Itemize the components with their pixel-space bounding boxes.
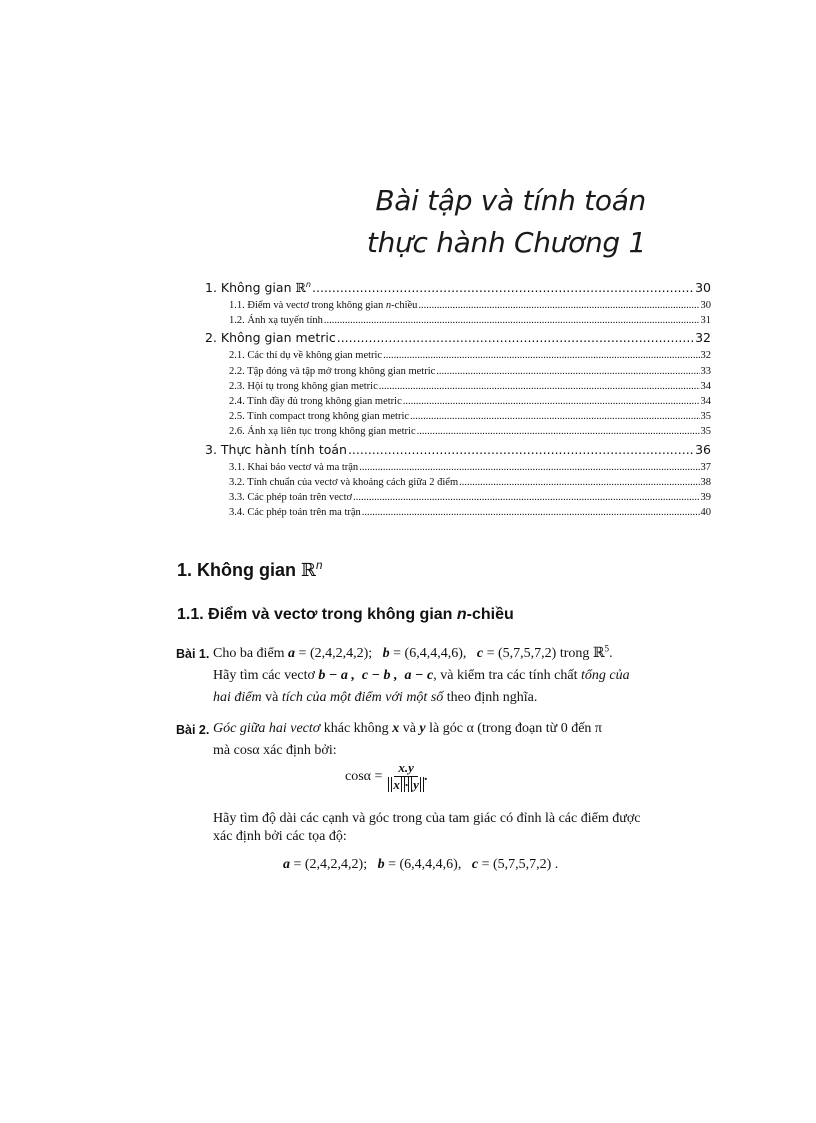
vector-c-minus-b: c − b , <box>361 668 398 683</box>
exercise-label: Bài 2. <box>176 723 210 737</box>
exercise-line <box>283 854 558 876</box>
italic-text: Góc giữa hai vectơ <box>213 721 321 736</box>
toc-page-number: 35 <box>700 426 711 438</box>
cosine-formula <box>345 760 427 793</box>
toc-section-1[interactable] <box>205 278 711 298</box>
real-space-symbol: ℝ <box>592 645 605 661</box>
toc-item-label: 3.4. Các phép toán trên ma trận <box>229 507 361 519</box>
leader-dots <box>417 424 700 439</box>
formula-lhs: cosα = <box>345 768 383 784</box>
exercise-line: xác định bởi các tọa độ: <box>213 829 347 844</box>
text: là góc <box>425 721 467 736</box>
toc-item-3-2[interactable] <box>229 475 711 490</box>
toc-item-3-3[interactable] <box>229 490 711 505</box>
cos-alpha: cosα <box>233 743 260 758</box>
formula-numerator: x.y <box>394 760 418 777</box>
exercise-2-points <box>283 854 558 876</box>
toc-item-label: 2.2. Tập đóng và tập mở trong không gian metric <box>229 365 436 377</box>
var-b: b <box>377 857 385 872</box>
value-b: = (6,4,4,4,6), <box>389 646 467 661</box>
toc-item-label: 2.3. Hội tụ trong không gian metric <box>229 380 378 392</box>
toc-item-label: 3.1. Khai báo vectơ và ma trận <box>229 461 359 473</box>
toc-page-number: 32 <box>700 350 711 362</box>
toc-page-number: 30 <box>695 280 711 295</box>
leader-dots <box>418 298 699 313</box>
italic-text: tích của một điểm với một số <box>281 690 444 705</box>
exercise-line <box>213 687 643 709</box>
leader-dots <box>403 394 700 409</box>
toc-item-label: 1.1. Điểm và vectơ trong không gian <box>229 300 386 311</box>
exercise-label: Bài 1. <box>176 647 210 661</box>
toc-page-number: 33 <box>700 365 711 377</box>
toc-item-label-italic: n <box>385 300 392 311</box>
leader-dots <box>410 409 699 424</box>
norm-x: x <box>393 777 400 792</box>
value-a: = (2,4,2,4,2); <box>295 646 373 661</box>
table-of-contents <box>205 278 711 520</box>
toc-page-number: 38 <box>700 476 711 488</box>
leader-dots <box>348 440 694 460</box>
norm-y: y <box>413 777 419 792</box>
formula-fraction <box>388 760 424 793</box>
leader-dots <box>312 278 694 298</box>
section-1-1-heading-n: n <box>456 606 467 623</box>
text: xác định bởi: <box>259 743 337 758</box>
exercise-body <box>213 718 643 762</box>
exercise-line: Hãy tìm độ dài các cạnh và góc trong của tam giác có đỉnh là các điểm được <box>213 811 641 826</box>
toc-section-label: 3. Thực hành tính toán <box>205 441 347 457</box>
var-c: c <box>476 646 484 661</box>
space-dimension-superscript: n <box>315 559 323 572</box>
var-b: b <box>382 646 390 661</box>
var-a: a <box>283 857 290 872</box>
leader-dots <box>353 490 699 505</box>
italic-text: tổng của <box>580 668 630 683</box>
toc-page-number: 35 <box>700 411 711 423</box>
section-1-1-heading-b: -chiều <box>466 606 514 623</box>
leader-dots <box>337 328 694 348</box>
toc-page-number: 37 <box>700 461 711 473</box>
text: (trong đoạn từ 0 đến <box>473 721 595 736</box>
toc-item-2-4[interactable] <box>229 394 711 409</box>
text: và <box>261 690 282 705</box>
toc-page-number: 39 <box>700 491 711 503</box>
toc-item-2-5[interactable] <box>229 409 711 424</box>
toc-item-label: 2.1. Các thí dụ về không gian metric <box>229 350 383 362</box>
exercise-line <box>213 718 643 740</box>
dot-symbol: · <box>404 777 409 792</box>
space-dimension-superscript: 5 <box>604 643 610 654</box>
var-c: c <box>471 857 479 872</box>
alpha-symbol: α <box>466 721 474 736</box>
toc-item-3-4[interactable] <box>229 505 711 520</box>
var-x: x <box>392 721 400 736</box>
toc-item-label: 2.5. Tính compact trong không gian metric <box>229 411 410 423</box>
exercise-body <box>213 808 643 848</box>
var-a: a <box>288 646 296 661</box>
section-1-heading-text: 1. Không gian <box>177 560 301 580</box>
toc-section-label: 1. Không gian <box>205 280 296 295</box>
toc-page-number: 31 <box>700 315 711 327</box>
toc-section-2[interactable] <box>205 328 711 348</box>
toc-item-2-6[interactable] <box>229 424 711 439</box>
var-y: y <box>419 721 426 736</box>
toc-page-number: 34 <box>700 380 711 392</box>
value-c: = (5,7,5,7,2) <box>483 646 557 661</box>
toc-item-1-2[interactable] <box>229 313 711 328</box>
leader-dots <box>379 379 700 394</box>
text: trong <box>556 646 593 661</box>
exercise-line <box>213 665 643 687</box>
toc-item-label: 3.3. Các phép toán trên vectơ <box>229 491 353 503</box>
value-a: = (2,4,2,4,2); <box>290 857 368 872</box>
toc-item-label: 2.6. Ánh xạ liên tục trong không gian metric <box>229 426 416 438</box>
section-1-1-heading-a: 1.1. Điểm và vectơ trong không gian <box>177 606 457 623</box>
toc-item-2-1[interactable] <box>229 348 711 363</box>
toc-section-label: 2. Không gian metric <box>205 330 336 346</box>
toc-page-number: 34 <box>700 395 711 407</box>
chapter-title <box>367 180 646 264</box>
real-space-symbol: ℝ <box>301 560 316 581</box>
toc-item-2-2[interactable] <box>229 364 711 379</box>
text: Hãy tìm các vectơ <box>213 668 319 683</box>
value-c: = (5,7,5,7,2) . <box>478 857 559 872</box>
pi-symbol: π <box>594 721 602 736</box>
italic-text: hai điểm <box>213 690 262 705</box>
exercise-line <box>213 642 643 665</box>
toc-item-3-1[interactable] <box>229 460 711 475</box>
leader-dots <box>324 313 700 328</box>
leader-dots <box>359 460 699 475</box>
chapter-title-line-2: thực hành Chương 1 <box>366 226 646 259</box>
toc-page-number: 36 <box>695 441 711 457</box>
leader-dots <box>362 505 700 520</box>
leader-dots <box>459 475 699 490</box>
text: , và kiểm tra các tính chất <box>433 668 581 683</box>
leader-dots <box>436 364 699 379</box>
formula-end: . <box>423 768 428 784</box>
toc-page-number: 40 <box>700 507 711 519</box>
exercise-body <box>213 642 643 709</box>
text: khác không <box>320 721 393 736</box>
leader-dots <box>383 348 699 363</box>
toc-page-number: 32 <box>695 330 711 346</box>
value-b: = (6,4,4,4,6), <box>384 857 462 872</box>
toc-item-label: 2.4. Tính đầy đủ trong không gian metric <box>229 395 402 407</box>
text: theo định nghĩa. <box>443 690 538 705</box>
exercise-line <box>213 740 643 762</box>
toc-item-1-1[interactable] <box>229 298 711 313</box>
toc-item-label: 3.2. Tính chuẩn của vectơ và khoảng cách giữa 2 điểm <box>229 476 459 488</box>
text: . <box>609 646 613 661</box>
text: mà <box>213 743 234 758</box>
toc-page-number: 30 <box>700 300 711 311</box>
real-space-symbol: ℝ <box>295 280 306 295</box>
chapter-title-line-1: Bài tập và tính toán <box>375 184 646 217</box>
text: Cho ba điểm <box>213 646 289 661</box>
toc-section-3[interactable] <box>205 440 711 460</box>
section-1-heading <box>177 560 322 581</box>
vector-b-minus-a: b − a , <box>318 668 355 683</box>
formula-denominator <box>388 777 424 793</box>
section-1-1-heading <box>177 606 514 624</box>
vector-a-minus-c: a − c <box>404 668 434 683</box>
text: và <box>399 721 420 736</box>
toc-item-label: 1.2. Ánh xạ tuyến tính <box>229 315 323 327</box>
space-dimension-superscript: n <box>305 278 311 289</box>
toc-item-label-rest: -chiều <box>391 300 418 311</box>
toc-item-2-3[interactable] <box>229 379 711 394</box>
